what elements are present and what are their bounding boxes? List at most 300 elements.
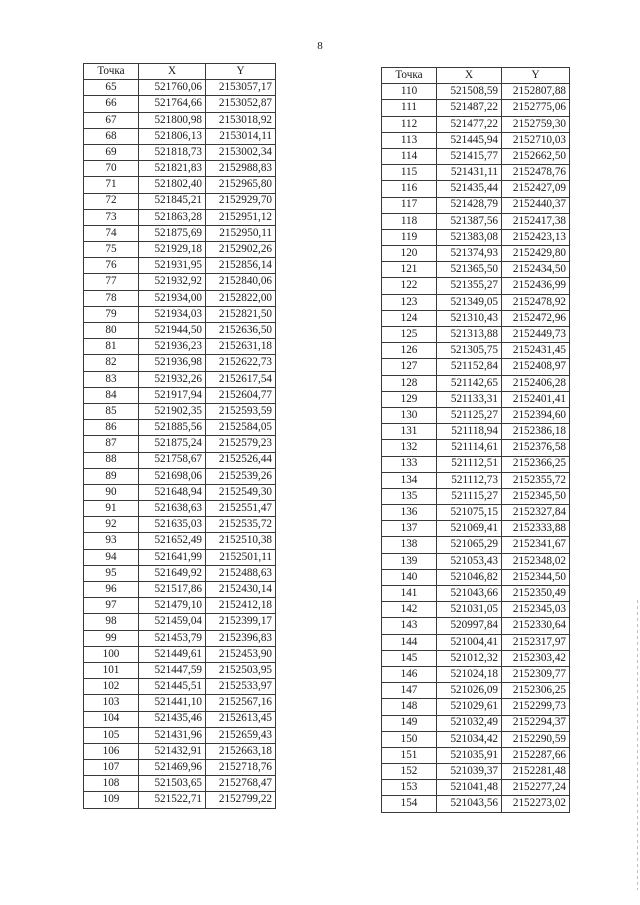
y-coordinate-cell: 2152768,47 — [206, 776, 276, 792]
point-number-cell: 65 — [84, 80, 139, 96]
table-row — [382, 650, 570, 666]
x-coordinate-cell: 521477,22 — [437, 116, 502, 132]
y-coordinate-cell: 2152350,49 — [502, 586, 570, 602]
y-coordinate-cell: 2152277,24 — [502, 780, 570, 796]
table-row — [84, 501, 276, 517]
table-row — [382, 456, 570, 472]
y-coordinate-cell: 2152429,80 — [502, 246, 570, 262]
table-row — [382, 602, 570, 618]
point-number-cell: 115 — [382, 165, 437, 181]
y-coordinate-cell: 2152539,26 — [206, 468, 276, 484]
header-point: Точка — [382, 68, 437, 84]
x-coordinate-cell: 521029,61 — [437, 699, 502, 715]
table-row — [84, 355, 276, 371]
table-row — [382, 618, 570, 634]
x-coordinate-cell: 521517,86 — [139, 582, 206, 598]
point-number-cell: 75 — [84, 242, 139, 258]
table-row — [382, 262, 570, 278]
table-row — [84, 128, 276, 144]
x-coordinate-cell: 521415,77 — [437, 148, 502, 164]
y-coordinate-cell: 2152366,25 — [502, 456, 570, 472]
x-coordinate-cell: 521875,69 — [139, 225, 206, 241]
point-number-cell: 94 — [84, 549, 139, 565]
point-number-cell: 111 — [382, 100, 437, 116]
y-coordinate-cell: 2152988,83 — [206, 161, 276, 177]
y-coordinate-cell: 2152662,50 — [502, 148, 570, 164]
table-row — [382, 796, 570, 812]
point-number-cell: 142 — [382, 602, 437, 618]
page-number: 8 — [317, 40, 323, 52]
y-coordinate-cell: 2152551,47 — [206, 501, 276, 517]
table-row — [84, 533, 276, 549]
x-coordinate-cell: 521125,27 — [437, 407, 502, 423]
point-number-cell: 114 — [382, 148, 437, 164]
y-coordinate-cell: 2152613,45 — [206, 711, 276, 727]
point-number-cell: 152 — [382, 764, 437, 780]
table-row — [84, 193, 276, 209]
x-coordinate-cell: 521004,41 — [437, 634, 502, 650]
point-number-cell: 133 — [382, 456, 437, 472]
point-number-cell: 109 — [84, 792, 139, 808]
point-number-cell: 93 — [84, 533, 139, 549]
y-coordinate-cell: 2152345,50 — [502, 488, 570, 504]
y-coordinate-cell: 2152290,59 — [502, 731, 570, 747]
y-coordinate-cell: 2152929,70 — [206, 193, 276, 209]
table-row — [382, 84, 570, 100]
y-coordinate-cell: 2152526,44 — [206, 452, 276, 468]
x-coordinate-cell: 521800,98 — [139, 112, 206, 128]
x-coordinate-cell: 521931,95 — [139, 258, 206, 274]
x-coordinate-cell: 521053,43 — [437, 553, 502, 569]
point-number-cell: 122 — [382, 278, 437, 294]
table-row — [382, 586, 570, 602]
y-coordinate-cell: 2152478,92 — [502, 294, 570, 310]
point-number-cell: 117 — [382, 197, 437, 213]
y-coordinate-cell: 2152287,66 — [502, 747, 570, 763]
point-number-cell: 147 — [382, 683, 437, 699]
point-number-cell: 97 — [84, 598, 139, 614]
x-coordinate-cell: 521641,99 — [139, 549, 206, 565]
point-number-cell: 153 — [382, 780, 437, 796]
x-coordinate-cell: 521932,92 — [139, 274, 206, 290]
table-row — [84, 711, 276, 727]
point-number-cell: 78 — [84, 290, 139, 306]
y-coordinate-cell: 2152434,50 — [502, 262, 570, 278]
y-coordinate-cell: 2152330,64 — [502, 618, 570, 634]
y-coordinate-cell: 2152436,99 — [502, 278, 570, 294]
y-coordinate-cell: 2153014,11 — [206, 128, 276, 144]
x-coordinate-cell: 521932,26 — [139, 371, 206, 387]
point-number-cell: 79 — [84, 306, 139, 322]
table-row — [382, 634, 570, 650]
y-coordinate-cell: 2152710,03 — [502, 132, 570, 148]
y-coordinate-cell: 2153052,87 — [206, 96, 276, 112]
table-row — [84, 209, 276, 225]
y-coordinate-cell: 2152567,16 — [206, 695, 276, 711]
table-row — [84, 339, 276, 355]
point-number-cell: 81 — [84, 339, 139, 355]
x-coordinate-cell: 521043,56 — [437, 796, 502, 812]
x-coordinate-cell: 521764,66 — [139, 96, 206, 112]
x-coordinate-cell: 521936,98 — [139, 355, 206, 371]
point-number-cell: 84 — [84, 387, 139, 403]
y-coordinate-cell: 2152822,00 — [206, 290, 276, 306]
x-coordinate-cell: 521758,67 — [139, 452, 206, 468]
table-row — [84, 225, 276, 241]
y-coordinate-cell: 2152423,13 — [502, 229, 570, 245]
table-row — [382, 715, 570, 731]
point-number-cell: 128 — [382, 375, 437, 391]
table-row — [382, 764, 570, 780]
table-row — [84, 80, 276, 96]
x-coordinate-cell: 521479,10 — [139, 598, 206, 614]
scan-edge-mark — [637, 600, 638, 890]
y-coordinate-cell: 2152408,97 — [502, 359, 570, 375]
table-row — [84, 727, 276, 743]
table-row — [84, 144, 276, 160]
y-coordinate-cell: 2152807,88 — [502, 84, 570, 100]
y-coordinate-cell: 2152503,95 — [206, 662, 276, 678]
table-row — [382, 343, 570, 359]
point-number-cell: 116 — [382, 181, 437, 197]
x-coordinate-cell: 521944,50 — [139, 323, 206, 339]
table-row — [382, 569, 570, 585]
table-row — [382, 553, 570, 569]
table-row — [84, 177, 276, 193]
x-coordinate-cell: 521845,21 — [139, 193, 206, 209]
x-coordinate-cell: 521112,73 — [437, 472, 502, 488]
table-row — [382, 424, 570, 440]
table-row — [382, 747, 570, 763]
y-coordinate-cell: 2152341,67 — [502, 537, 570, 553]
header-x: X — [139, 64, 206, 80]
y-coordinate-cell: 2152417,38 — [502, 213, 570, 229]
table-row — [84, 452, 276, 468]
table-row — [382, 359, 570, 375]
point-number-cell: 68 — [84, 128, 139, 144]
y-coordinate-cell: 2152622,73 — [206, 355, 276, 371]
y-coordinate-cell: 2152821,50 — [206, 306, 276, 322]
x-coordinate-cell: 521431,11 — [437, 165, 502, 181]
table-row — [84, 274, 276, 290]
x-coordinate-cell: 521034,42 — [437, 731, 502, 747]
point-number-cell: 66 — [84, 96, 139, 112]
x-coordinate-cell: 521902,35 — [139, 403, 206, 419]
y-coordinate-cell: 2152478,76 — [502, 165, 570, 181]
point-number-cell: 125 — [382, 327, 437, 343]
x-coordinate-cell: 521459,04 — [139, 614, 206, 630]
x-coordinate-cell: 521806,13 — [139, 128, 206, 144]
table-row — [84, 323, 276, 339]
x-coordinate-cell: 521313,88 — [437, 327, 502, 343]
table-row — [382, 132, 570, 148]
point-number-cell: 104 — [84, 711, 139, 727]
table-row — [84, 387, 276, 403]
point-number-cell: 73 — [84, 209, 139, 225]
y-coordinate-cell: 2152344,50 — [502, 569, 570, 585]
x-coordinate-cell: 521435,46 — [139, 711, 206, 727]
x-coordinate-cell: 521026,09 — [437, 683, 502, 699]
point-number-cell: 89 — [84, 468, 139, 484]
point-number-cell: 112 — [382, 116, 437, 132]
point-number-cell: 129 — [382, 391, 437, 407]
x-coordinate-cell: 521142,65 — [437, 375, 502, 391]
x-coordinate-cell: 521698,06 — [139, 468, 206, 484]
table-row — [84, 290, 276, 306]
y-coordinate-cell: 2153057,17 — [206, 80, 276, 96]
x-coordinate-cell: 521152,84 — [437, 359, 502, 375]
point-number-cell: 123 — [382, 294, 437, 310]
x-coordinate-cell: 521522,71 — [139, 792, 206, 808]
table-row — [382, 181, 570, 197]
point-number-cell: 105 — [84, 727, 139, 743]
y-coordinate-cell: 2152965,80 — [206, 177, 276, 193]
point-number-cell: 99 — [84, 630, 139, 646]
point-number-cell: 76 — [84, 258, 139, 274]
y-coordinate-cell: 2153018,92 — [206, 112, 276, 128]
x-coordinate-cell: 520997,84 — [437, 618, 502, 634]
point-number-cell: 148 — [382, 699, 437, 715]
coordinates-table-right — [381, 67, 570, 813]
x-coordinate-cell: 521041,48 — [437, 780, 502, 796]
table-row — [84, 630, 276, 646]
point-number-cell: 141 — [382, 586, 437, 602]
x-coordinate-cell: 521818,73 — [139, 144, 206, 160]
table-row — [84, 242, 276, 258]
table-row — [382, 391, 570, 407]
x-coordinate-cell: 521355,27 — [437, 278, 502, 294]
point-number-cell: 96 — [84, 582, 139, 598]
x-coordinate-cell: 521115,27 — [437, 488, 502, 504]
x-coordinate-cell: 521508,59 — [437, 84, 502, 100]
table-row — [84, 258, 276, 274]
x-coordinate-cell: 521039,37 — [437, 764, 502, 780]
x-coordinate-cell: 521821,83 — [139, 161, 206, 177]
x-coordinate-cell: 521046,82 — [437, 569, 502, 585]
point-number-cell: 132 — [382, 440, 437, 456]
point-number-cell: 146 — [382, 666, 437, 682]
table-row — [84, 306, 276, 322]
header-x: X — [437, 68, 502, 84]
y-coordinate-cell: 2152535,72 — [206, 517, 276, 533]
x-coordinate-cell: 521487,22 — [437, 100, 502, 116]
table-header-row — [84, 64, 276, 80]
y-coordinate-cell: 2152430,14 — [206, 582, 276, 598]
table-row — [382, 100, 570, 116]
x-coordinate-cell: 521075,15 — [437, 505, 502, 521]
table-row — [382, 666, 570, 682]
y-coordinate-cell: 2152449,73 — [502, 327, 570, 343]
point-number-cell: 130 — [382, 407, 437, 423]
point-number-cell: 83 — [84, 371, 139, 387]
x-coordinate-cell: 521035,91 — [437, 747, 502, 763]
x-coordinate-cell: 521934,00 — [139, 290, 206, 306]
y-coordinate-cell: 2152396,83 — [206, 630, 276, 646]
x-coordinate-cell: 521432,91 — [139, 743, 206, 759]
table-row — [84, 695, 276, 711]
point-number-cell: 103 — [84, 695, 139, 711]
table-row — [84, 760, 276, 776]
y-coordinate-cell: 2152840,06 — [206, 274, 276, 290]
point-number-cell: 119 — [382, 229, 437, 245]
table-row — [382, 294, 570, 310]
table-row — [382, 327, 570, 343]
x-coordinate-cell: 521387,56 — [437, 213, 502, 229]
point-number-cell: 121 — [382, 262, 437, 278]
point-number-cell: 134 — [382, 472, 437, 488]
x-coordinate-cell: 521760,06 — [139, 80, 206, 96]
x-coordinate-cell: 521374,93 — [437, 246, 502, 262]
x-coordinate-cell: 521441,10 — [139, 695, 206, 711]
x-coordinate-cell: 521648,94 — [139, 484, 206, 500]
table-row — [382, 699, 570, 715]
table-row — [382, 116, 570, 132]
table-row — [84, 112, 276, 128]
table-row — [382, 537, 570, 553]
y-coordinate-cell: 2152376,58 — [502, 440, 570, 456]
point-number-cell: 98 — [84, 614, 139, 630]
point-number-cell: 69 — [84, 144, 139, 160]
x-coordinate-cell: 521031,05 — [437, 602, 502, 618]
y-coordinate-cell: 2152348,02 — [502, 553, 570, 569]
point-number-cell: 106 — [84, 743, 139, 759]
table-row — [382, 229, 570, 245]
table-row — [84, 598, 276, 614]
y-coordinate-cell: 2152273,02 — [502, 796, 570, 812]
point-number-cell: 143 — [382, 618, 437, 634]
point-number-cell: 124 — [382, 310, 437, 326]
y-coordinate-cell: 2152317,97 — [502, 634, 570, 650]
table-row — [382, 521, 570, 537]
x-coordinate-cell: 521447,59 — [139, 662, 206, 678]
point-number-cell: 90 — [84, 484, 139, 500]
table-row — [382, 310, 570, 326]
x-coordinate-cell: 521383,08 — [437, 229, 502, 245]
y-coordinate-cell: 2152799,22 — [206, 792, 276, 808]
point-number-cell: 86 — [84, 420, 139, 436]
point-number-cell: 140 — [382, 569, 437, 585]
table-row — [382, 246, 570, 262]
table-row — [84, 679, 276, 695]
y-coordinate-cell: 2152406,28 — [502, 375, 570, 391]
y-coordinate-cell: 2152663,18 — [206, 743, 276, 759]
y-coordinate-cell: 2152394,60 — [502, 407, 570, 423]
point-number-cell: 110 — [382, 84, 437, 100]
table-row — [84, 662, 276, 678]
x-coordinate-cell: 521445,51 — [139, 679, 206, 695]
y-coordinate-cell: 2152510,38 — [206, 533, 276, 549]
y-coordinate-cell: 2152501,11 — [206, 549, 276, 565]
table-row — [84, 96, 276, 112]
table-row — [382, 407, 570, 423]
point-number-cell: 149 — [382, 715, 437, 731]
table-row — [382, 488, 570, 504]
y-coordinate-cell: 2152453,90 — [206, 646, 276, 662]
y-coordinate-cell: 2153002,34 — [206, 144, 276, 160]
y-coordinate-cell: 2152306,25 — [502, 683, 570, 699]
table-row — [84, 436, 276, 452]
x-coordinate-cell: 521112,51 — [437, 456, 502, 472]
y-coordinate-cell: 2152472,96 — [502, 310, 570, 326]
y-coordinate-cell: 2152431,45 — [502, 343, 570, 359]
point-number-cell: 85 — [84, 403, 139, 419]
y-coordinate-cell: 2152399,17 — [206, 614, 276, 630]
y-coordinate-cell: 2152327,84 — [502, 505, 570, 521]
x-coordinate-cell: 521365,50 — [437, 262, 502, 278]
point-number-cell: 137 — [382, 521, 437, 537]
x-coordinate-cell: 521065,29 — [437, 537, 502, 553]
x-coordinate-cell: 521069,41 — [437, 521, 502, 537]
x-coordinate-cell: 521349,05 — [437, 294, 502, 310]
y-coordinate-cell: 2152281,48 — [502, 764, 570, 780]
point-number-cell: 100 — [84, 646, 139, 662]
point-number-cell: 92 — [84, 517, 139, 533]
point-number-cell: 67 — [84, 112, 139, 128]
table-row — [382, 278, 570, 294]
point-number-cell: 127 — [382, 359, 437, 375]
point-number-cell: 82 — [84, 355, 139, 371]
point-number-cell: 118 — [382, 213, 437, 229]
point-number-cell: 95 — [84, 565, 139, 581]
table-row — [382, 683, 570, 699]
point-number-cell: 77 — [84, 274, 139, 290]
y-coordinate-cell: 2152440,37 — [502, 197, 570, 213]
table-row — [382, 780, 570, 796]
table-row — [382, 505, 570, 521]
x-coordinate-cell: 521503,65 — [139, 776, 206, 792]
x-coordinate-cell: 521431,96 — [139, 727, 206, 743]
x-coordinate-cell: 521635,03 — [139, 517, 206, 533]
point-number-cell: 126 — [382, 343, 437, 359]
x-coordinate-cell: 521802,40 — [139, 177, 206, 193]
table-row — [84, 161, 276, 177]
y-coordinate-cell: 2152412,18 — [206, 598, 276, 614]
table-row — [84, 484, 276, 500]
table-row — [84, 549, 276, 565]
point-number-cell: 150 — [382, 731, 437, 747]
point-number-cell: 72 — [84, 193, 139, 209]
y-coordinate-cell: 2152309,77 — [502, 666, 570, 682]
point-number-cell: 108 — [84, 776, 139, 792]
x-coordinate-cell: 521435,44 — [437, 181, 502, 197]
point-number-cell: 113 — [382, 132, 437, 148]
x-coordinate-cell: 521449,61 — [139, 646, 206, 662]
x-coordinate-cell: 521305,75 — [437, 343, 502, 359]
point-number-cell: 88 — [84, 452, 139, 468]
table-row — [84, 582, 276, 598]
table-row — [84, 565, 276, 581]
point-number-cell: 131 — [382, 424, 437, 440]
point-number-cell: 71 — [84, 177, 139, 193]
point-number-cell: 70 — [84, 161, 139, 177]
x-coordinate-cell: 521875,24 — [139, 436, 206, 452]
x-coordinate-cell: 521310,43 — [437, 310, 502, 326]
y-coordinate-cell: 2152333,88 — [502, 521, 570, 537]
point-number-cell: 107 — [84, 760, 139, 776]
x-coordinate-cell: 521885,56 — [139, 420, 206, 436]
y-coordinate-cell: 2152950,11 — [206, 225, 276, 241]
coordinates-table-left — [83, 63, 276, 809]
point-number-cell: 136 — [382, 505, 437, 521]
y-coordinate-cell: 2152759,30 — [502, 116, 570, 132]
table-row — [84, 420, 276, 436]
x-coordinate-cell: 521043,66 — [437, 586, 502, 602]
x-coordinate-cell: 521445,94 — [437, 132, 502, 148]
table-row — [382, 472, 570, 488]
y-coordinate-cell: 2152427,09 — [502, 181, 570, 197]
point-number-cell: 101 — [84, 662, 139, 678]
header-y: Y — [206, 64, 276, 80]
